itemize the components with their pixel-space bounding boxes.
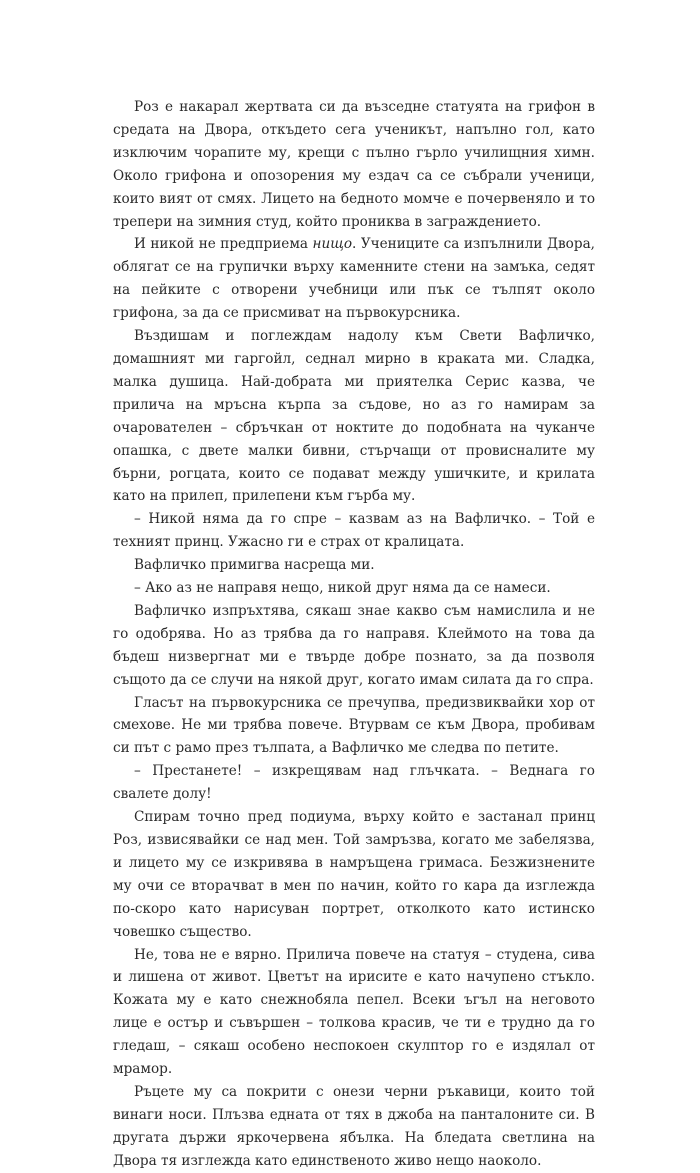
- paragraph: Роз е накарал жертвата си да възседне статуята на грифон в средата на Двора, откъдето сега ученикът, напълно гол, като изключим чорапите му, крещи с пълно гърло училищния химн. Около грифона и опозорения му ездач са се събрали ученици, които вият от смях. Лицето на бедното момче е почервеняло и то трепери на зимния студ, който прониква в заграждението.: [113, 99, 595, 230]
- emphasized-word: нищо: [312, 236, 353, 253]
- paragraph: Въздишам и поглеждам надолу към Свети Вафличко, домашният ми гаргойл, седнал мирно в краката ми. Сладка, малка душица. Най-добрата ми приятелка Серис казва, че прилича на мръсна кърпа за съдове, но аз го намирам за очарователен – сбръчкан от ноктите до подобната на чуканче опашка, с двете малки бивни, стърчащи от провисналите му бърни, рогцата, които се подават между ушичките, и крилата като на прилеп, прилепени към гърба му.: [113, 328, 595, 505]
- paragraph: Вафличко примигва насреща ми.: [134, 557, 375, 574]
- paragraph: Спирам точно пред подиума, върху който е застанал принц Роз, извисявайки се над мен. Той замръзва, когато ме забелязва, и лицето му се изкривява в намръщена гримаса. Безжизнените му очи се вторачват в мен по начин, който го кара да изглежда по-скоро като нарисуван портрет, отколкото като истинско човешко същество.: [113, 809, 595, 940]
- paragraph-text: И никой не предприема: [134, 236, 313, 253]
- paragraph: Не, това не е вярно. Прилича повече на статуя – студена, сива и лишена от живот. Цветът на ирисите е като начупено стъкло. Кожата му е като снежнобяла пепел. Всеки ъгъл на неговото лице е остър и съвършен – толкова красив, че ти е трудно да го гледаш, – сякаш особено неспокоен скулптор го е издялал от мрамор.: [113, 946, 595, 1078]
- paragraph: Гласът на първокурсника се пречупва, предизвиквайки хор от смехове. Не ми трябва повече. Втурвам се към Двора, пробивам си път с рамо през тълпата, а Вафличко ме следва по петите.: [113, 694, 595, 757]
- paragraph: Ръцете му са покрити с онези черни ръкавици, които той винаги носи. Плъзва едната от тях в джоба на панталоните си. В другата държи яркочервена ябълка. На бледата светлина на Двора тя изглежда като единственото живо нещо наоколо.: [113, 1083, 595, 1169]
- paragraph: [113, 233, 595, 325]
- page-text: [113, 96, 595, 1173]
- dialogue-paragraph: – Никой няма да го спре – казвам аз на Вафличко. – Той е техният принц. Ужасно ги е страх от кралицата.: [113, 511, 595, 551]
- paragraph-text: . Учениците са изпълнили Двора, облягат се на групички върху каменните стени на замъка, седят на пейките с отворени учебници или пък се тълпят около грифона, за да се присмиват на първокурсника.: [113, 236, 595, 322]
- dialogue-paragraph: – Ако аз не направя нещо, никой друг няма да се намеси.: [134, 580, 551, 597]
- dialogue-paragraph: – Престанете! – изкрещявам над глъчката. – Веднага го свалете долу!: [113, 763, 595, 803]
- paragraph: Вафличко изпръхтява, сякаш знае какво съм намислила и не го одобрява. Но аз трябва да го направя. Клеймото на това да бъдеш низвергнат ми е твърде добре познато, за да позволя същото да се случи на някой друг, когато имам силата да го спра.: [113, 602, 595, 688]
